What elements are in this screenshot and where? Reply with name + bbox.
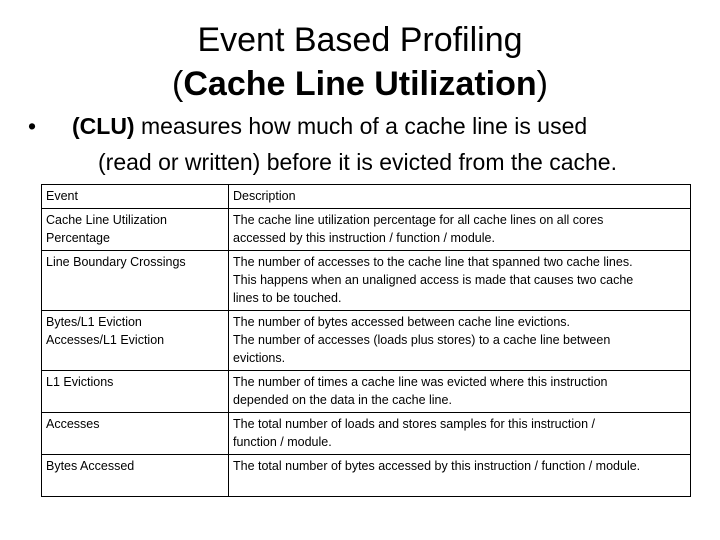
table-row (42, 455, 691, 497)
header-event: Event (42, 185, 229, 209)
description-text: The number of times a cache line was evicted where this instruction (233, 375, 608, 389)
description-cell (229, 455, 691, 497)
description-text: depended on the data in the cache line. (233, 393, 452, 407)
description-text: lines to be touched. (233, 291, 342, 305)
event-text: Percentage (46, 231, 110, 245)
table-row (42, 311, 691, 371)
event-cell (42, 413, 229, 455)
event-text: L1 Evictions (46, 375, 114, 389)
description-cell (229, 209, 691, 251)
description-text: function / module. (233, 435, 332, 449)
description-text: This happens when an unaligned access is made that causes two cache (233, 273, 634, 287)
event-text: Accesses/L1 Eviction (46, 333, 165, 347)
description-text: accessed by this instruction / function / module. (233, 231, 495, 245)
table-row (42, 371, 691, 413)
event-cell (42, 251, 229, 311)
paren-open: ( (172, 65, 184, 103)
description-text: The number of bytes accessed between cache line evictions. (233, 315, 570, 329)
table-row (42, 413, 691, 455)
bullet-bold: (CLU) (72, 113, 135, 139)
event-text: Bytes Accessed (46, 459, 135, 473)
description-text: The number of accesses to the cache line that spanned two cache lines. (233, 255, 633, 269)
header-description: Description (233, 189, 296, 203)
description-text: The total number of bytes accessed by this instruction / function / module. (233, 459, 641, 473)
event-text: Cache Line Utilization (46, 213, 167, 227)
bullet-text2: (read or written) before it is evicted from the cache. (98, 149, 617, 175)
event-cell (42, 371, 229, 413)
description-cell (229, 251, 691, 311)
description-text: The total number of loads and stores samples for this instruction / (233, 417, 595, 431)
description-cell (229, 371, 691, 413)
event-cell (42, 209, 229, 251)
description-cell (229, 413, 691, 455)
bullet-text1: measures how much of a cache line is used (134, 113, 588, 139)
event-text: Bytes/L1 Eviction (46, 315, 142, 329)
table-header-row (42, 185, 691, 209)
paren-close: ) (536, 65, 548, 103)
slide-title (0, 18, 720, 106)
slide-title-bold: Cache Line Utilization (183, 65, 537, 103)
table-row (42, 251, 691, 311)
event-cell (42, 455, 229, 497)
bullet-marker: • (28, 113, 37, 139)
description-text: evictions. (233, 351, 286, 365)
description-text: The cache line utilization percentage for all cache lines on all cores (233, 213, 604, 227)
events-table (41, 184, 691, 497)
bullet-text (72, 108, 712, 180)
slide-title-line2 (0, 62, 720, 106)
event-text: Accesses (46, 417, 100, 431)
description-text: The number of accesses (loads plus stores) to a cache line between (233, 333, 611, 347)
slide-title-line1: Event Based Profiling (197, 21, 523, 59)
table-row (42, 209, 691, 251)
event-text: Line Boundary Crossings (46, 255, 186, 269)
description-cell (229, 311, 691, 371)
event-cell (42, 311, 229, 371)
